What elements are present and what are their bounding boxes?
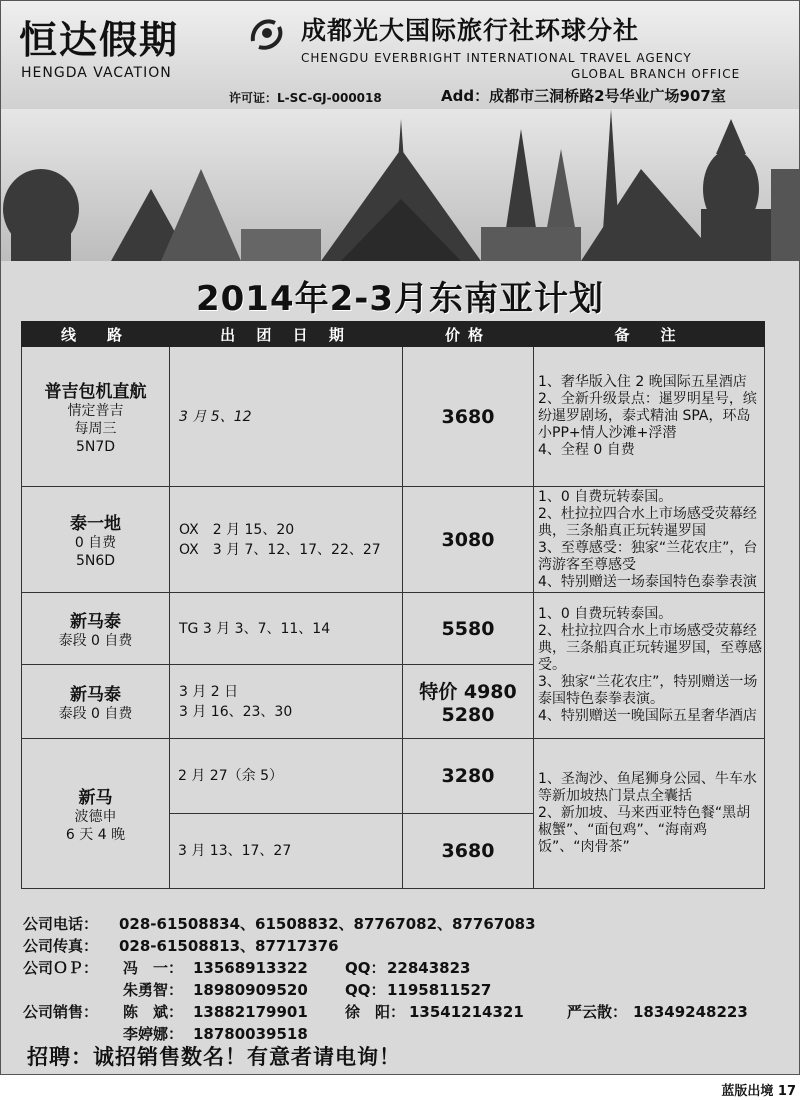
route-name: 泰一地 (70, 514, 121, 534)
table-row (22, 487, 765, 593)
qq-number: 1195811527 (387, 981, 492, 999)
route-detail: 波德申 (74, 809, 117, 825)
route-detail: 5N6D (75, 553, 116, 569)
price: 3680 (441, 840, 495, 862)
price-slot (403, 813, 533, 888)
contact-row-op (23, 957, 793, 979)
route-detail: 泰段 0 自费 (58, 633, 133, 649)
route-detail: 5N7D (75, 439, 116, 455)
sales-label: 公司销售： (23, 1003, 99, 1021)
route-cell (22, 593, 170, 665)
phone-numbers: 028-61508834、61508832、87767082、87767083 (119, 915, 536, 933)
departure-date: 2 月 27（余 5） (178, 768, 283, 784)
license-number: 许可证：L-SC-GJ-000018 (229, 91, 382, 105)
route-cell (22, 347, 170, 487)
fax-numbers: 028-61508813、87717376 (119, 937, 339, 955)
agency-name-en: CHENGDU EVERBRIGHT INTERNATIONAL TRAVEL AGENCY (301, 51, 692, 65)
table-header-row (22, 322, 765, 347)
contact-row-op (23, 979, 793, 1001)
note-line: 1、圣淘沙、鱼尾狮身公园、牛车水等新加坡热门景点全囊括 (538, 771, 757, 804)
op-name: 冯 一： (123, 959, 184, 977)
route-name: 新马泰 (70, 685, 121, 705)
contact-row-sales (23, 1001, 793, 1023)
page-title: 2014年2-3月东南亚计划 (195, 279, 605, 319)
date-cell (170, 593, 403, 665)
route-detail: 泰段 0 自费 (58, 706, 133, 722)
date-cell (170, 347, 403, 487)
route-name: 普吉包机直航 (44, 382, 147, 402)
note-line: 4、特别赠送一场泰国特色泰拳表演 (538, 573, 757, 590)
price: 5280 (441, 704, 495, 726)
op-phone: 18980909520 (193, 981, 308, 999)
route-detail: 情定普吉 (67, 403, 124, 419)
header (1, 1, 799, 111)
table-row (22, 347, 765, 487)
price-cell (403, 739, 534, 889)
header-notes: 备 注 (534, 322, 765, 347)
special-price: 特价 4980 (419, 681, 517, 703)
departure-date: 3 月 16、23、30 (179, 703, 293, 720)
agency-branch-en: GLOBAL BRANCH OFFICE (571, 67, 741, 81)
sales-phone: 18349248223 (633, 1003, 748, 1021)
sales-name: 徐 阳： (345, 1003, 406, 1021)
note-line: 3、至尊感受：独家“兰花农庄”，台湾游客至尊感受 (538, 539, 758, 573)
sales-name: 陈 斌： (123, 1003, 184, 1021)
op-name: 朱勇智： (123, 981, 184, 999)
agency-name: 成都光大国际旅行社环球分社 (301, 16, 640, 45)
date-slot (170, 739, 402, 813)
qq-number: 22843823 (387, 959, 471, 977)
table-row (22, 739, 765, 889)
price: 3680 (441, 405, 495, 428)
route-detail: 6 天 4 晚 (65, 827, 126, 843)
header-route: 线 路 (22, 322, 170, 347)
departure-date: 3 月 5、12 (179, 408, 252, 425)
date-slot (170, 813, 402, 888)
price: 3280 (441, 765, 495, 787)
departure-date: OX 3 月 7、12、17、22、27 (179, 541, 381, 558)
notes-cell (534, 593, 765, 739)
recruitment-notice: 招聘：诚招销售数名！有意者请电询！ (27, 1045, 401, 1069)
route-cell (22, 739, 170, 889)
price: 3080 (441, 528, 495, 551)
departure-date: TG 3 月 3、7、11、14 (179, 620, 331, 637)
note-line: 2、新加坡、马来西亚特色餐“黑胡椒蟹”、“面包鸡”、“海南鸡饭”、“肉骨茶” (538, 805, 751, 855)
phone-label: 公司电话： (23, 915, 99, 933)
note-line: 2、杜拉拉四合水上市场感受荧幕经典，三条船真正玩转暹罗国 (538, 505, 757, 539)
fax-label: 公司传真： (23, 937, 99, 955)
departure-date: 3 月 2 日 (179, 683, 239, 700)
note-line: 4、特别赠送一晚国际五星奢华酒店 (538, 708, 757, 724)
price-cell (403, 487, 534, 593)
note-line: 2、杜拉拉四合水上市场感受荧幕经典，三条船真正玩转暹罗国，至尊感受。 (538, 623, 762, 673)
date-cell (170, 665, 403, 739)
departure-date: 3 月 13、17、27 (178, 843, 292, 859)
contact-row-phone (23, 913, 793, 935)
route-cell (22, 665, 170, 739)
price-cell (403, 665, 534, 739)
departure-date: OX 2 月 15、20 (179, 521, 295, 538)
header-date: 出 团 日 期 (170, 322, 403, 347)
note-line: 2、全新升级景点：暹罗明星号，缤纷暹罗剧场，泰式精油 SPA，环岛小PP+情人沙滩+浮潜 (538, 391, 757, 441)
notes-cell (534, 739, 765, 889)
route-table (21, 321, 765, 889)
qq-label: QQ： (345, 981, 386, 999)
route-name: 新马泰 (70, 612, 121, 632)
contact-row-fax (23, 935, 793, 957)
route-detail: 0 自费 (74, 535, 117, 551)
note-line: 1、0 自费玩转泰国。 (538, 606, 673, 622)
brand-name-en: HENGDA VACATION (21, 65, 172, 81)
sales-name: 严云散： (567, 1003, 628, 1021)
table-row (22, 593, 765, 665)
thai-temple-scenery (1, 109, 799, 261)
sales-phone: 18780039518 (193, 1025, 308, 1043)
date-cell (170, 487, 403, 593)
sales-phone: 13541214321 (409, 1003, 524, 1021)
sales-phone: 13882179901 (193, 1003, 308, 1021)
route-detail: 每周三 (74, 421, 117, 437)
route-name: 新马 (78, 788, 113, 808)
price-cell (403, 347, 534, 487)
note-line: 1、0 自费玩转泰国。 (538, 488, 673, 505)
page-footer-tag: 蓝版出境 17 (721, 1084, 796, 1099)
contact-block (23, 913, 793, 1045)
notes-cell (534, 487, 765, 593)
note-line: 1、奢华版入住 2 晚国际五星酒店 (538, 374, 747, 390)
price: 5580 (441, 617, 495, 640)
route-cell (22, 487, 170, 593)
brand-name: 恒达假期 (19, 18, 180, 62)
price-slot (403, 739, 533, 813)
notes-cell (534, 347, 765, 487)
agency-address: Add：成都市三洞桥路2号华业广场907室 (441, 87, 726, 105)
agency-logo-icon (245, 11, 289, 55)
header-price: 价格 (403, 322, 534, 347)
op-phone: 13568913322 (193, 959, 308, 977)
note-line: 4、全程 0 自费 (538, 442, 635, 458)
qq-label: QQ： (345, 959, 386, 977)
op-label: 公司ＯＰ： (23, 959, 99, 977)
note-line: 3、独家“兰花农庄”，特别赠送一场泰国特色泰拳表演。 (538, 674, 758, 707)
sales-name: 李婷娜： (123, 1025, 184, 1043)
price-cell (403, 593, 534, 665)
date-cell (170, 739, 403, 889)
